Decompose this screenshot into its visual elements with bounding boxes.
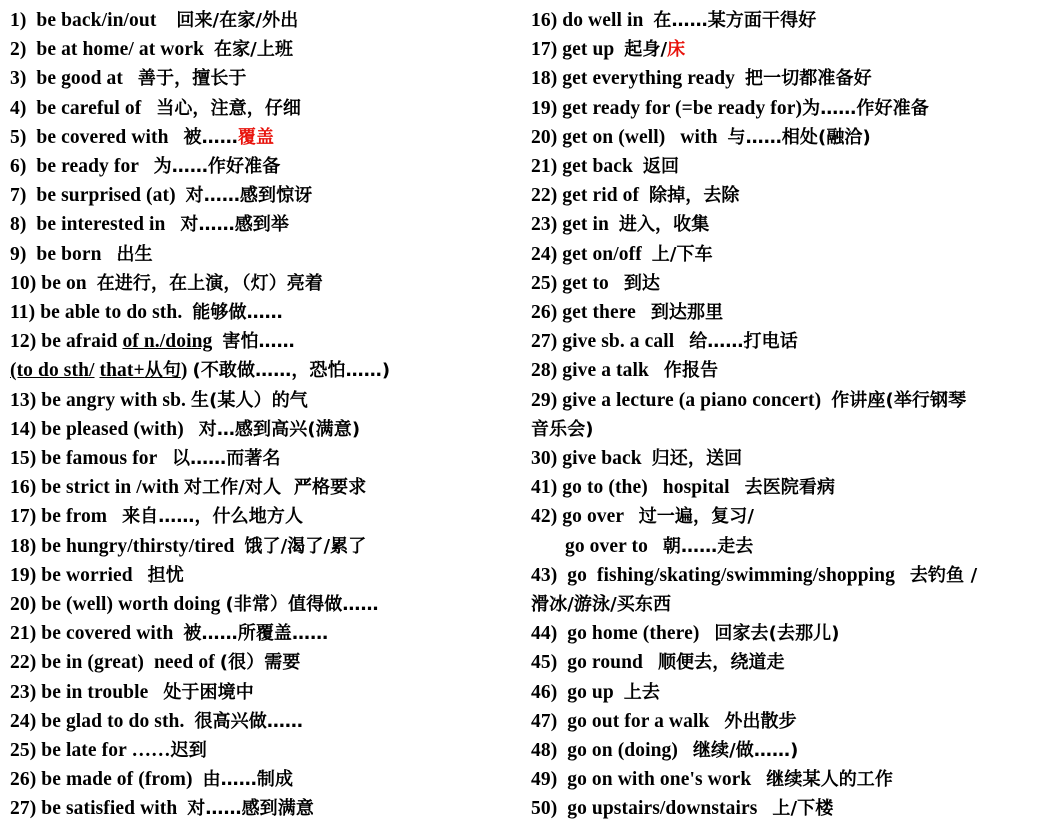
phrase-translation: 对……感到举 xyxy=(180,214,289,236)
phrase-translation: 过一遍，复习/ xyxy=(638,506,755,528)
phrase-text: 22) get rid of xyxy=(531,185,650,207)
phrase-translation: 回来/在家/外出 xyxy=(176,10,299,31)
phrase-entry xyxy=(531,794,1043,823)
phrase-entry xyxy=(531,736,1043,765)
phrase-entry xyxy=(10,94,519,123)
phrase-translation: 为……作好准备 xyxy=(153,156,281,178)
phrase-text: 29) give a lecture (a piano concert) xyxy=(531,389,832,411)
phrase-translation: 善于，擅长于 xyxy=(137,68,247,90)
phrase-text: 19) get ready for (=be ready for) xyxy=(531,97,803,119)
phrase-entry xyxy=(531,386,1043,415)
phrase-translation: 继续/做……) xyxy=(692,740,799,762)
phrase-entry xyxy=(531,415,1043,444)
phrase-text: 16) do well in xyxy=(531,10,654,31)
phrase-translation: 返回 xyxy=(642,156,680,178)
phrase-text: 22) be in (great) need of xyxy=(10,652,220,674)
phrase-entry xyxy=(10,123,519,152)
phrase-translation: (很）需要 xyxy=(219,652,301,674)
phrase-translation: 饿了/渴了/累了 xyxy=(244,535,367,557)
phrase-translation: 以……而著名 xyxy=(171,448,281,470)
phrase-text: of n./doing xyxy=(122,331,213,353)
phrase-entry xyxy=(10,327,519,356)
phrase-translation: 覆盖 xyxy=(237,126,275,148)
phrase-text: 12) be afraid xyxy=(10,331,123,353)
phrase-translation: 被…… xyxy=(183,126,238,148)
phrase-entry xyxy=(531,356,1043,385)
phrase-text: 18) get everything ready xyxy=(531,68,745,90)
phrase-entry xyxy=(531,678,1043,707)
phrase-text: 17) be from xyxy=(10,506,123,528)
phrase-text: 49) go on with one's work xyxy=(531,769,767,791)
phrase-text: 30) give back xyxy=(531,448,652,470)
phrase-translation: 害怕…… xyxy=(222,331,295,353)
phrase-text: 43) go fishing/skating/swimming/shopping xyxy=(531,564,910,586)
phrase-translation: 到达那里 xyxy=(650,302,724,324)
phrase-translation: 从句 xyxy=(144,360,181,382)
phrase-text: 42) go over xyxy=(531,506,639,528)
phrase-translation: 归还，送回 xyxy=(651,448,743,470)
phrase-entry xyxy=(10,473,519,502)
phrase-entry xyxy=(10,415,519,444)
phrase-entry xyxy=(10,502,519,531)
phrase-text: 10) be on xyxy=(10,272,97,294)
phrase-text: 27) give sb. a call xyxy=(531,331,690,353)
phrase-text: 14) be pleased (with) xyxy=(10,418,199,440)
phrase-entry xyxy=(531,94,1043,123)
phrase-entry xyxy=(10,561,519,590)
phrase-entry xyxy=(10,794,519,823)
phrase-entry xyxy=(531,240,1043,269)
phrase-translation: 到达 xyxy=(623,272,661,294)
phrase-translation: 来自……，什么地方人 xyxy=(122,506,304,528)
phrase-entry xyxy=(10,707,519,736)
phrase-translation: 作讲座(举行钢琴 xyxy=(831,389,967,411)
phrase-text: 41) go to (the) hospital xyxy=(531,477,745,499)
phrase-entry xyxy=(10,590,519,619)
phrase-entry xyxy=(531,152,1043,181)
phrase-entry xyxy=(10,648,519,677)
phrase-translation: 去医院看病 xyxy=(744,477,836,499)
phrase-translation: 对……感到满意 xyxy=(187,798,314,820)
phrase-text: 47) go out for a walk xyxy=(531,710,725,732)
phrase-text: 1) be back/in/out xyxy=(10,10,177,31)
phrase-entry xyxy=(531,532,1043,561)
phrase-entry xyxy=(531,561,1043,590)
phrase-text: 24) be glad to do sth. xyxy=(10,710,195,732)
phrase-text: 19) be worried xyxy=(10,564,148,586)
phrase-text: 44) go home (there) xyxy=(531,623,715,645)
phrase-entry xyxy=(531,707,1043,736)
phrase-translation: 进入，收集 xyxy=(618,214,710,236)
phrase-text: 18) be hungry/thirsty/tired xyxy=(10,535,245,557)
phrase-entry xyxy=(531,64,1043,93)
phrase-entry xyxy=(10,210,519,239)
phrase-translation: 在家/上班 xyxy=(213,39,294,61)
phrase-text: 26) get there xyxy=(531,302,651,324)
phrase-entry xyxy=(10,444,519,473)
phrase-text: 24) get on/off xyxy=(531,243,652,265)
phrase-entry xyxy=(531,210,1043,239)
phrase-entry xyxy=(10,736,519,765)
phrase-translation: 床 xyxy=(667,39,686,61)
phrase-entry xyxy=(531,298,1043,327)
phrase-translation: 作报告 xyxy=(663,360,719,382)
phrase-translation: 上/下车 xyxy=(651,243,713,265)
phrase-entry xyxy=(10,152,519,181)
phrase-text: ) xyxy=(180,360,193,382)
phrase-text: 21) be covered with xyxy=(10,623,184,645)
phrase-text: 26) be made of (from) xyxy=(10,769,203,791)
phrase-entry xyxy=(10,532,519,561)
phrase-translation: 去钓鱼 / xyxy=(909,564,978,586)
phrase-translation: 上去 xyxy=(623,681,660,703)
phrase-translation: (不敢做……，恐怕……) xyxy=(192,360,391,382)
phrase-translation: 担忧 xyxy=(147,564,184,586)
phrase-translation: 出生 xyxy=(116,243,153,265)
phrase-text: 15) be famous for xyxy=(10,448,172,470)
phrase-entry xyxy=(531,269,1043,298)
phrase-entry xyxy=(10,356,519,385)
phrase-entry xyxy=(531,123,1043,152)
phrase-text: 2) be at home/ at work xyxy=(10,39,214,61)
phrase-entry xyxy=(531,765,1043,794)
phrase-text: 17) get up xyxy=(531,39,625,61)
phrase-entry xyxy=(531,590,1043,619)
phrase-entry xyxy=(531,619,1043,648)
phrase-text: 16) be strict in /with xyxy=(10,477,184,499)
phrase-text: 27) be satisfied with xyxy=(10,798,188,820)
phrase-translation: 由……制成 xyxy=(202,769,294,791)
phrase-text: 21) get back xyxy=(531,156,643,178)
phrase-translation: 朝……走去 xyxy=(662,535,754,557)
phrase-entry xyxy=(10,6,519,35)
phrase-entry xyxy=(531,502,1043,531)
phrase-text: 6) be ready for xyxy=(10,156,154,178)
phrase-text: 7) be surprised (at) xyxy=(10,185,186,207)
phrase-text: (to do sth/ xyxy=(10,360,95,382)
phrase-translation: 迟到 xyxy=(170,740,207,762)
phrase-translation: 除掉，去除 xyxy=(649,185,740,207)
phrase-text: 28) give a talk xyxy=(531,360,664,382)
phrase-translation: 生(某人）的气 xyxy=(190,389,308,411)
phrase-translation: 很高兴做…… xyxy=(194,710,304,732)
phrase-translation: 把一切都准备好 xyxy=(745,68,872,90)
phrase-text: 25) be late for …… xyxy=(10,740,171,762)
phrase-text: 3) be good at xyxy=(10,68,138,90)
phrase-entry xyxy=(10,35,519,64)
phrase-translation: 被……所覆盖…… xyxy=(183,623,329,645)
phrase-translation: 回家去(去那儿) xyxy=(714,623,840,645)
phrase-translation: 外出散步 xyxy=(724,710,797,732)
phrase-translation: 上/下楼 xyxy=(772,798,834,820)
phrase-entry xyxy=(531,473,1043,502)
phrase-text: 20) be (well) worth doing xyxy=(10,594,226,616)
phrase-entry xyxy=(10,619,519,648)
phrase-translation: 在进行，在上演，（灯）亮着 xyxy=(96,272,324,294)
phrase-translation: 与……相处(融洽) xyxy=(727,126,871,148)
phrase-entry xyxy=(10,765,519,794)
phrase-text: 25) get to xyxy=(531,272,624,294)
phrase-text: 5) be covered with xyxy=(10,126,184,148)
phrase-entry xyxy=(10,181,519,210)
phrase-entry xyxy=(531,327,1043,356)
phrase-translation: 起身/ xyxy=(624,39,668,61)
phrase-text: go over to xyxy=(565,535,663,557)
phrase-text: 9) be born xyxy=(10,243,117,265)
phrase-text: 46) go up xyxy=(531,681,624,703)
phrase-text xyxy=(212,331,222,352)
phrase-text: 13) be angry with sb. xyxy=(10,389,191,411)
phrase-translation: 对…感到高兴(满意) xyxy=(198,418,361,440)
phrase-entry xyxy=(531,444,1043,473)
phrase-text: that+ xyxy=(99,360,145,382)
phrase-text: 45) go round xyxy=(531,652,658,674)
phrase-entry xyxy=(10,64,519,93)
phrase-translation: 给……打电话 xyxy=(689,331,798,353)
phrase-text: 50) go upstairs/downstairs xyxy=(531,798,773,820)
phrase-translation: 为……作好准备 xyxy=(802,97,929,119)
phrase-translation: 音乐会) xyxy=(531,418,594,440)
phrase-translation: 继续某人的工作 xyxy=(766,769,893,791)
phrase-translation: (非常）值得做…… xyxy=(225,594,379,616)
phrase-entry xyxy=(531,648,1043,677)
phrase-translation: 处于困境中 xyxy=(163,681,254,703)
phrase-translation: 在……某方面干得好 xyxy=(653,10,817,31)
phrase-translation: 能够做…… xyxy=(192,302,283,324)
phrase-text: 4) be careful of xyxy=(10,97,157,119)
right-column xyxy=(525,6,1043,824)
phrase-entry xyxy=(10,269,519,298)
phrase-entry xyxy=(10,386,519,415)
phrase-text: 11) be able to do sth. xyxy=(10,302,193,324)
phrase-entry xyxy=(531,181,1043,210)
phrase-entry xyxy=(10,298,519,327)
phrase-text: 23) be in trouble xyxy=(10,681,164,703)
phrase-text: 20) get on (well) with xyxy=(531,126,728,148)
two-column-layout xyxy=(10,6,1043,824)
phrase-translation: 顺便去，绕道走 xyxy=(657,652,785,674)
phrase-translation: 滑冰/游泳/买东西 xyxy=(531,594,672,616)
phrase-text: 48) go on (doing) xyxy=(531,740,693,762)
phrase-text: 23) get in xyxy=(531,214,619,236)
phrase-translation: 对……感到惊讶 xyxy=(185,185,313,207)
phrase-entry xyxy=(10,678,519,707)
phrase-translation: 当心，注意，仔细 xyxy=(156,97,302,119)
phrase-entry xyxy=(531,6,1043,35)
phrase-entry xyxy=(10,240,519,269)
phrase-translation: 对工作/对人 严格要求 xyxy=(184,477,367,499)
phrase-entry xyxy=(531,35,1043,64)
phrase-text: 8) be interested in xyxy=(10,214,181,236)
left-column xyxy=(10,6,525,824)
